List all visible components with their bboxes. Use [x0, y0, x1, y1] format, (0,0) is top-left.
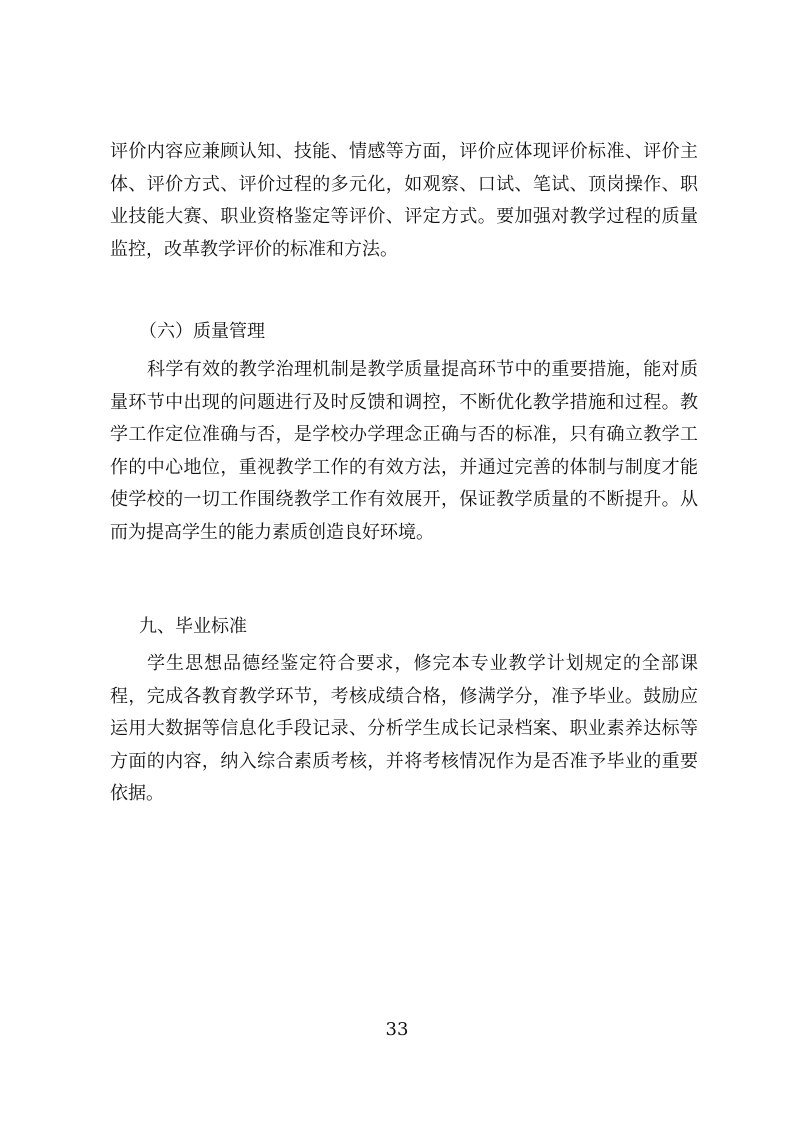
page-number: 33 [385, 1019, 409, 1040]
evaluation-paragraph: 评价内容应兼顾认知、技能、情感等方面，评价应体现评价标准、评价主体、评价方式、评价过程的多元化，如观察、口试、笔试、顶岗操作、职业技能大赛、职业资格鉴定等评价、评定方式。要加强对教学过程的质量监控，改革教学评价的标准和方法。 [110, 141, 698, 260]
section-heading-quality-management: （六）质量管理 [139, 321, 265, 342]
quality-management-paragraph: 科学有效的教学治理机制是教学质量提高环节中的重要措施，能对质量环节中出现的问题进行及时反馈和调控，不断优化教学措施和过程。教学工作定位准确与否，是学校办学理念正确与否的标准，只有确立教学工作的中心地位，重视教学工作的有效方法，并通过完善的体制与制度才能使学校的一切工作围绕教学工作有效展开，保证教学质量的不断提升。从而为提高学生的能力素质创造良好环境。 [110, 359, 698, 543]
section-heading-graduation-standard: 九、毕业标准 [139, 616, 247, 637]
graduation-standard-paragraph: 学生思想品德经鉴定符合要求，修完本专业教学计划规定的全部课程，完成各教育教学环节，考核成绩合格，修满学分，准予毕业。鼓励应运用大数据等信息化手段记录、分析学生成长记录档案、职业素养达标等方面的内容，纳入综合素质考核，并将考核情况作为是否准予毕业的重要依据。 [110, 653, 698, 804]
